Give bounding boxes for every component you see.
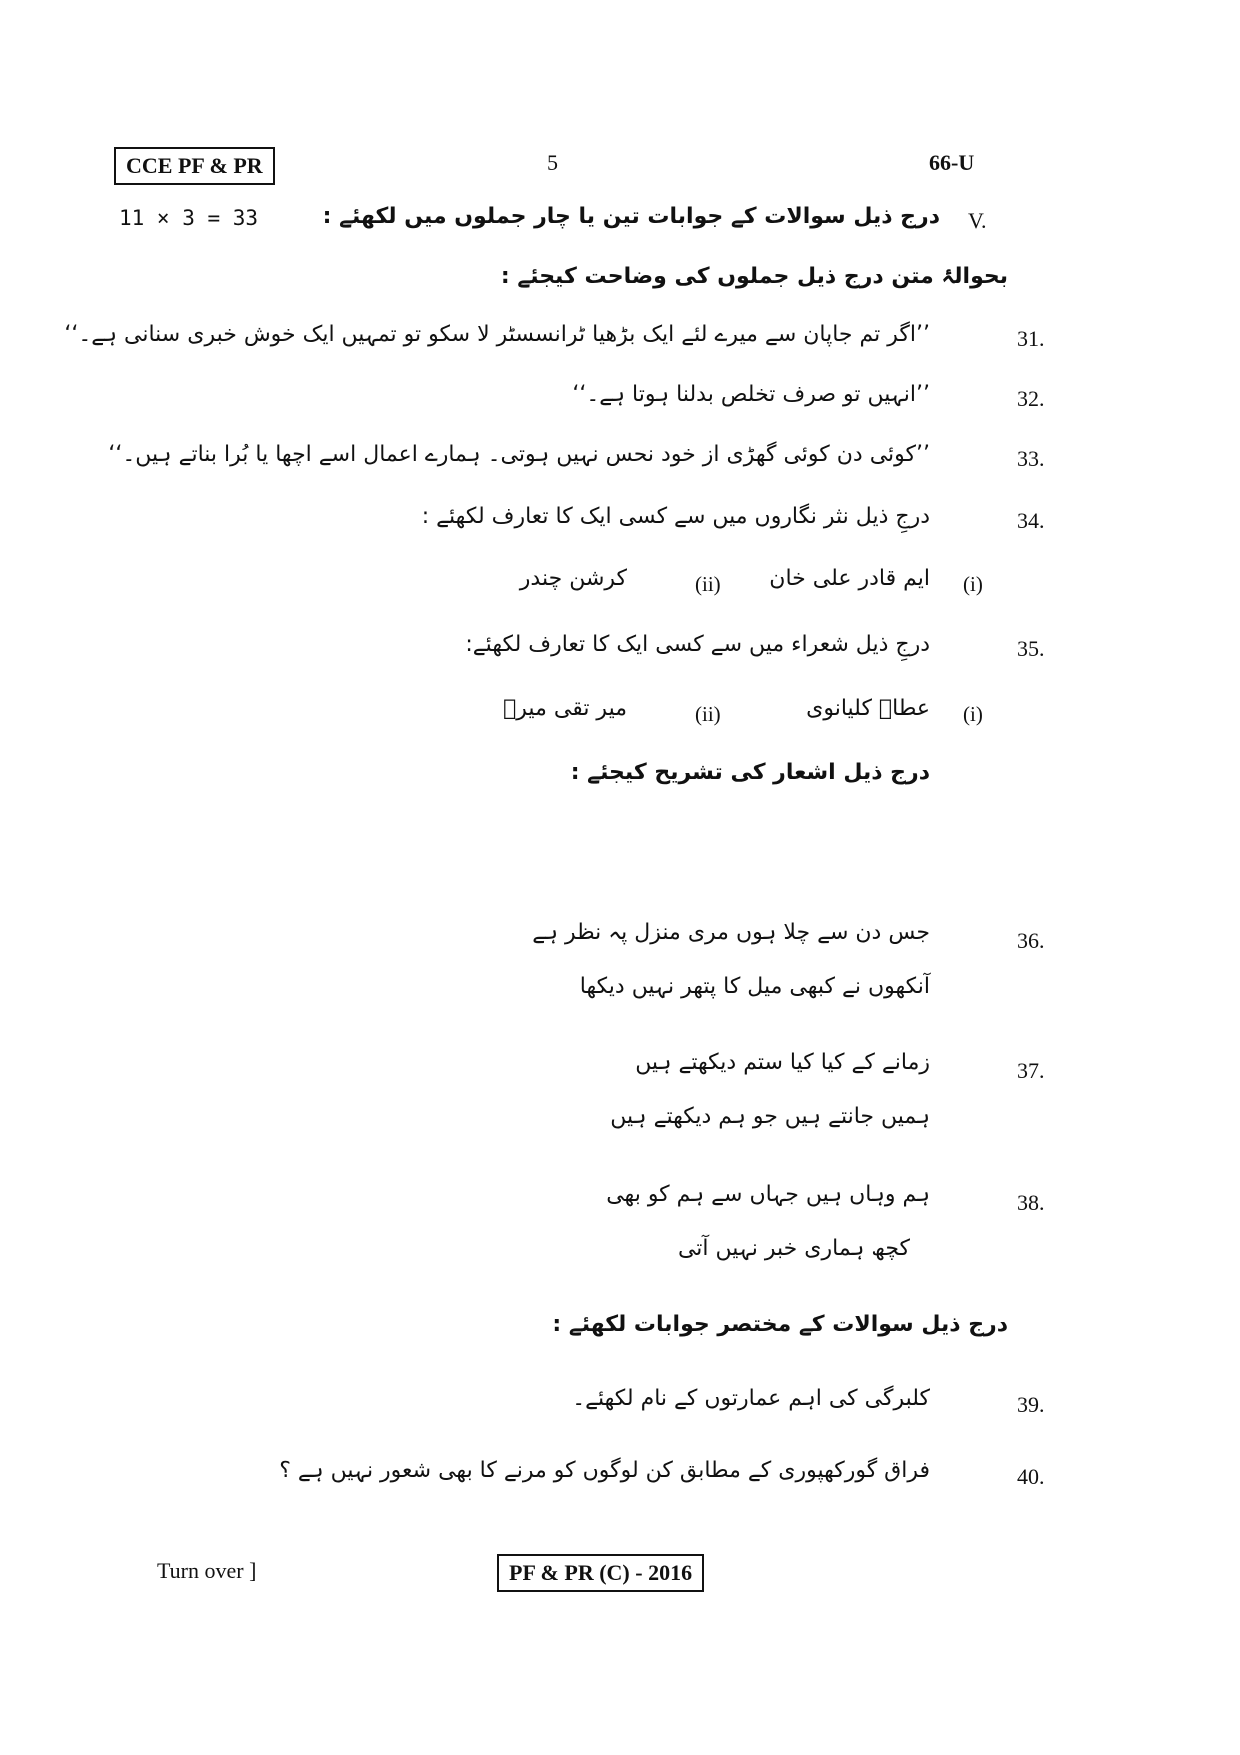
marks-label: 11 × 3 = 33 (119, 206, 259, 230)
couplet-line: جس دن سے چلا ہوں مری منزل پہ نظر ہے (532, 920, 930, 945)
option-label: (i) (963, 572, 983, 596)
couplet-line: ہمیں جانتے ہیں جو ہم دیکھتے ہیں (610, 1104, 930, 1129)
page-number: 5 (547, 150, 558, 175)
short-answer-heading: درج ذیل سوالات کے مختصر جوابات لکھئے : (552, 1312, 1008, 1337)
code-box: CCE PF & PR (114, 147, 275, 185)
paper-code: 66-U (929, 150, 975, 175)
section-subheading: بحوالۂ متن درج ذیل جملوں کی وضاحت کیجئے : (500, 264, 1008, 289)
question-text: درجِ ذیل نثر نگاروں میں سے کسی ایک کا تعارف لکھئے : (421, 504, 930, 529)
couplet-line: ہم وہاں ہیں جہاں سے ہم کو بھی (606, 1182, 930, 1207)
poetry-heading: درج ذیل اشعار کی تشریح کیجئے : (570, 760, 930, 785)
turn-over-label: Turn over ] (157, 1558, 257, 1583)
couplet-line: کچھ ہماری خبر نہیں آتی (677, 1236, 910, 1261)
question-number: 40. (1017, 1464, 1045, 1489)
question-number: 37. (1017, 1058, 1045, 1083)
question-number: 34. (1017, 508, 1045, 533)
option-text: عطاؔ کلیانوی (806, 696, 930, 721)
couplet-line: زمانے کے کیا کیا ستم دیکھتے ہیں (635, 1050, 930, 1075)
option-label: (ii) (695, 572, 721, 596)
question-text: ’’انہیں تو صرف تخلص بدلنا ہوتا ہے۔‘‘ (572, 382, 930, 407)
section-roman: V. (968, 208, 987, 233)
section-heading: درج ذیل سوالات کے جوابات تین یا چار جملوں میں لکھئے : (322, 204, 940, 229)
question-text: درجِ ذیل شعراء میں سے کسی ایک کا تعارف لکھئے: (465, 632, 930, 657)
question-number: 39. (1017, 1392, 1045, 1417)
couplet-line: آنکھوں نے کبھی میل کا پتھر نہیں دیکھا (579, 974, 930, 999)
question-number: 31. (1017, 326, 1045, 351)
question-number: 38. (1017, 1190, 1045, 1215)
question-text: کلبرگی کی اہم عمارتوں کے نام لکھئے۔ (572, 1386, 930, 1411)
option-text: ایم قادر علی خان (769, 566, 930, 591)
question-number: 35. (1017, 636, 1045, 661)
option-text: میر تقی میرؔ (503, 696, 627, 721)
question-number: 33. (1017, 446, 1045, 471)
question-number: 36. (1017, 928, 1045, 953)
question-text: فراق گورکھپوری کے مطابق کن لوگوں کو مرنے کا بھی شعور نہیں ہے ؟ (279, 1458, 930, 1483)
option-label: (i) (963, 702, 983, 726)
option-label: (ii) (695, 702, 721, 726)
option-text: کرشن چندر (519, 566, 627, 591)
question-text: ’’اگر تم جاپان سے میرے لئے ایک بڑھیا ٹرانسسٹر لا سکو تو تمہیں ایک خوش خبری سنانی ہے۔‘‘ (64, 322, 930, 347)
footer-code-box: PF & PR (C) - 2016 (497, 1554, 704, 1592)
question-number: 32. (1017, 386, 1045, 411)
question-text: ’’کوئی دن کوئی گھڑی از خود نحس نہیں ہوتی۔ ہمارے اعمال اسے اچھا یا بُرا بناتے ہیں۔‘‘ (108, 442, 930, 467)
